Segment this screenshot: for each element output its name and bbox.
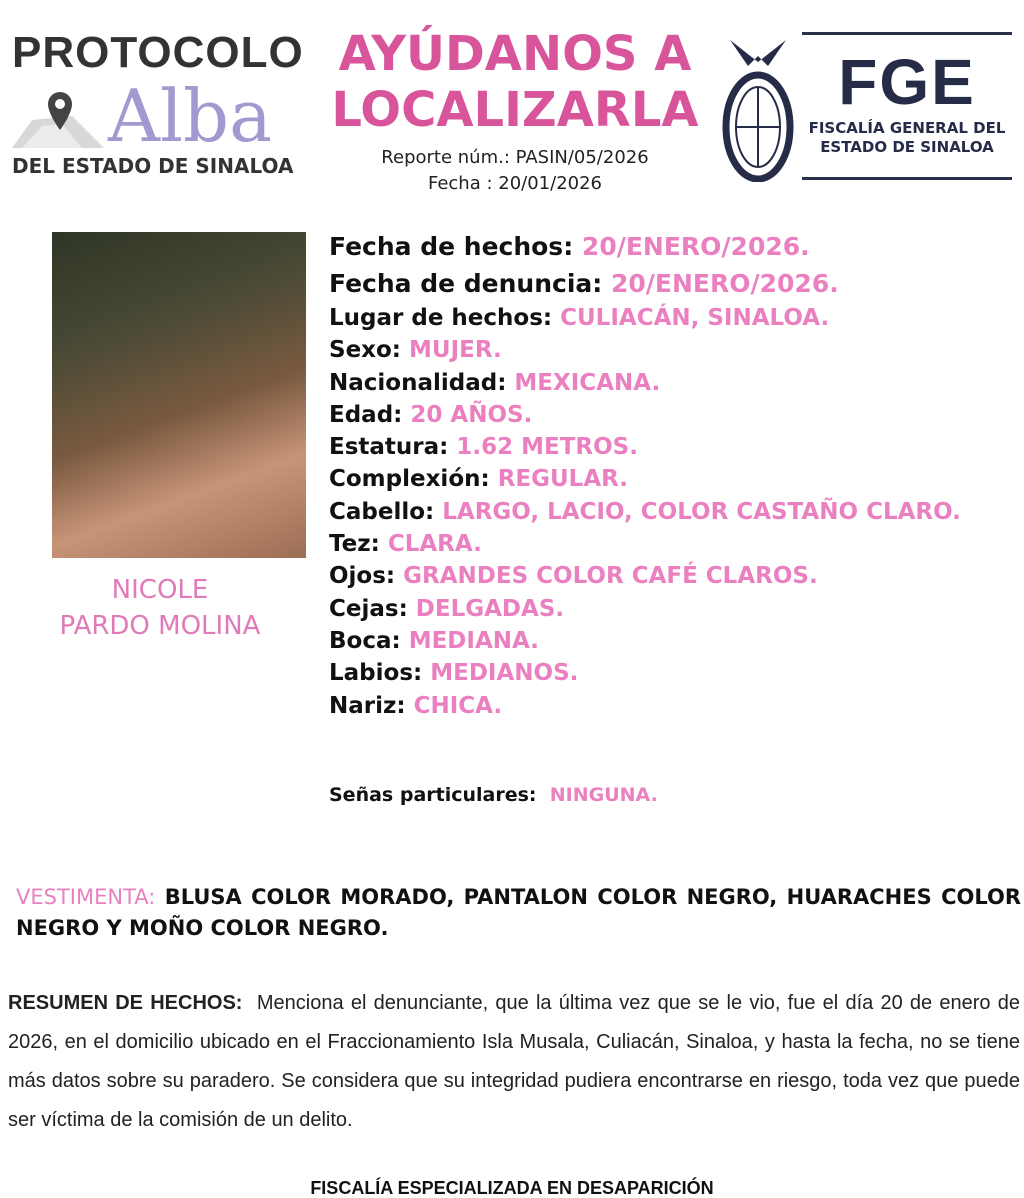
field-value: DELGADAS. [415, 595, 565, 622]
fge-logo [802, 32, 1012, 180]
resumen-label: RESUMEN DE HECHOS: [8, 992, 243, 1014]
senas-label: Señas particulares: [329, 784, 537, 806]
field-label: Nariz: [329, 692, 406, 719]
field-label: Complexión: [329, 466, 490, 493]
field-value: 20/ENERO/2026. [581, 232, 810, 261]
field-value: MUJER. [409, 337, 502, 364]
field-label: Labios: [329, 660, 423, 687]
field-label: Nacionalidad: [329, 369, 507, 396]
fge-line-2: ESTADO DE SINALOA [820, 138, 994, 156]
person-photo [52, 232, 306, 558]
field-row [329, 528, 989, 560]
fge-acronym: FGE [838, 46, 976, 118]
field-row [329, 399, 989, 431]
field-row [329, 625, 989, 657]
field-label: Cabello: [329, 498, 435, 525]
vestimenta [16, 882, 1021, 944]
sinaloa-seal-icon [722, 32, 794, 182]
protocolo-alba-logo [8, 28, 318, 188]
senas-value: NINGUNA. [549, 784, 658, 806]
field-value: CLARA. [387, 531, 482, 558]
description-fields [329, 228, 989, 722]
footer-heading: FISCALÍA ESPECIALIZADA EN DESAPARICIÓN [310, 1178, 714, 1198]
field-row [329, 302, 989, 334]
fge-line-1: FISCALÍA GENERAL DEL [808, 119, 1006, 137]
field-value: MEDIANOS. [430, 660, 579, 687]
field-row [329, 367, 989, 399]
field-label: Edad: [329, 401, 403, 428]
report-number: Reporte núm.: PASIN/05/2026 [381, 147, 649, 168]
field-row [329, 463, 989, 495]
logo-alba-text: Alba [108, 74, 273, 158]
field-row [329, 334, 989, 366]
field-label: Boca: [329, 627, 401, 654]
field-value: GRANDES COLOR CAFÉ CLAROS. [403, 563, 818, 590]
field-label: Tez: [329, 531, 380, 558]
person-last-name: PARDO MOLINA [59, 611, 261, 641]
field-row [329, 265, 989, 302]
resumen-hechos [8, 984, 1020, 1140]
senas-particulares [329, 784, 658, 806]
field-value: LARGO, LACIO, COLOR CASTAÑO CLARO. [442, 498, 961, 525]
person-first-name: NICOLE [111, 575, 209, 605]
field-label: Ojos: [329, 563, 396, 590]
field-value: MEXICANA. [514, 369, 661, 396]
field-value: CULIACÁN, SINALOA. [560, 305, 830, 331]
field-label: Cejas: [329, 595, 408, 622]
field-row [329, 431, 989, 463]
field-label: Fecha de denuncia: [329, 269, 603, 298]
field-label: Estatura: [329, 434, 449, 461]
logo-estado-text: DEL ESTADO DE SINALOA [12, 154, 294, 178]
field-label: Fecha de hechos: [329, 232, 574, 261]
vestimenta-value: BLUSA COLOR MORADO, PANTALON COLOR NEGRO, HUARACHES COLOR NEGRO Y MOÑO COLOR NEGRO. [16, 885, 1021, 940]
field-value: 1.62 METROS. [456, 434, 638, 461]
title-line-1: AYÚDANOS A [338, 26, 692, 82]
field-row [329, 690, 989, 722]
poster-title [330, 26, 700, 138]
field-row [329, 593, 989, 625]
report-date: Fecha : 20/01/2026 [427, 173, 603, 194]
field-value: REGULAR. [497, 466, 629, 493]
field-row [329, 657, 989, 689]
logo-protocolo-text: PROTOCOLO [12, 28, 304, 77]
resumen-text: Menciona el denunciante, que la última vez que se le vio, fue el día 20 de enero de 2026, en el domicilio ubicado en el Fraccionamiento Isla Musala, Culiacán, Sinaloa, y hasta la fecha, no se tiene más datos sobre su paradero. Se considera que su integridad pudiera encontrarse en riesgo, toda vez que puede ser víctima de la comisión de un delito. [8, 992, 1020, 1131]
field-value: 20/ENERO/2026. [611, 269, 839, 298]
report-info [330, 145, 700, 197]
map-pin-icon [12, 90, 107, 150]
field-value: CHICA. [413, 692, 503, 719]
field-row [329, 228, 989, 265]
field-label: Lugar de hechos: [329, 305, 553, 331]
person-name [20, 572, 300, 644]
field-value: MEDIANA. [408, 627, 539, 654]
field-label: Sexo: [329, 337, 401, 364]
title-line-2: LOCALIZARLA [331, 82, 699, 138]
vestimenta-label: VESTIMENTA: [16, 885, 156, 909]
field-value: 20 AÑOS. [410, 401, 533, 428]
field-row [329, 496, 989, 528]
field-row [329, 560, 989, 592]
